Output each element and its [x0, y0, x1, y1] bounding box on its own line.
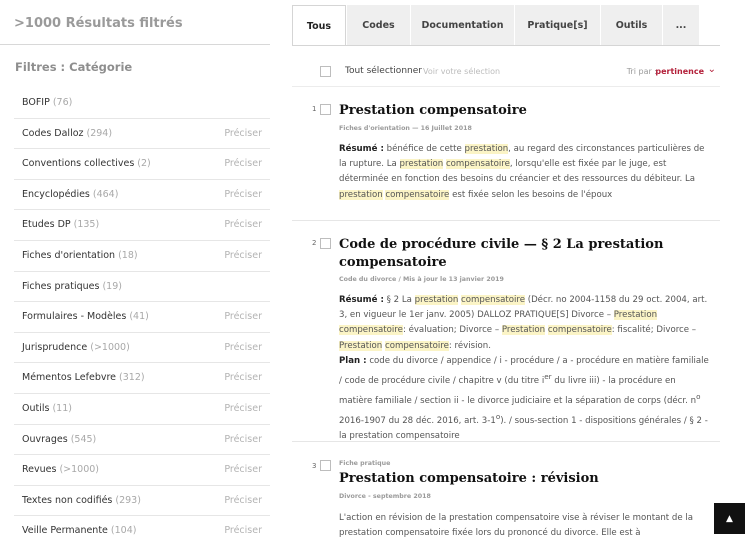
- filter-label[interactable]: Codes Dalloz (294): [22, 127, 113, 139]
- filter-label[interactable]: Veille Permanente (104): [22, 525, 137, 537]
- filter-count: (>1000): [90, 341, 130, 353]
- result-number: 2: [312, 239, 317, 247]
- filter-item[interactable]: [14, 180, 270, 211]
- search-result: [292, 234, 720, 442]
- preciser-link[interactable]: Préciser: [224, 525, 262, 537]
- filters-sidebar: [0, 0, 270, 543]
- result-type: Fiche pratique: [339, 460, 391, 467]
- search-result: [292, 100, 720, 212]
- result-title[interactable]: Prestation compensatoire: [339, 103, 527, 118]
- result-title[interactable]: Code de procédure civile — § 2 La prestation compensatoire: [339, 237, 664, 270]
- tab-documentation[interactable]: Documentation: [411, 5, 514, 46]
- selection-bar: [292, 62, 720, 82]
- filter-label[interactable]: Fiches pratiques (19): [22, 280, 122, 292]
- tab-codes[interactable]: Codes: [347, 5, 410, 46]
- filter-label[interactable]: Conventions collectives (2): [22, 158, 151, 170]
- filter-label[interactable]: Jurisprudence (>1000): [22, 341, 130, 353]
- divider: [292, 86, 720, 87]
- tab-outils[interactable]: Outils: [601, 5, 662, 46]
- scroll-to-top-button[interactable]: [714, 503, 745, 534]
- result-summary: Résumé : § 2 La prestation compensatoire (Décr. no 2004-1158 du 29 oct. 2004, art. 3, en vigueur le 1er janv. 2005) DALLOZ PRATIQUE[S] Divorce – Prestation compensatoire: évaluation; Divorce – Prestation compensatoire: fiscalité; Divorce – Prestation compensatoire: révision. Plan : code du divorce / appendice / i - procédure / a - procédure en matière familiale / code de procédure civile / chapitre v (du titre $i^{er}$ du livre iii) - la procédure en matière familiale / section ii - le divorce judiciaire et la séparation de corps (décr. $n^o$ 2016-1907 du 28 déc. 2016, art. 3-1$^o$). / sous-section 1 - dispositions générales / § 2 - la prestation compensatoire: [339, 295, 709, 442]
- filter-label[interactable]: Mémentos Lefebvre (312): [22, 372, 145, 384]
- tab-pratiques[interactable]: Pratique[s]: [515, 5, 600, 46]
- filter-item[interactable]: [14, 210, 270, 241]
- tab-more[interactable]: ...: [663, 5, 699, 46]
- filter-label[interactable]: Textes non codifiés (293): [22, 494, 141, 506]
- filter-count: (135): [73, 219, 100, 231]
- search-result: [292, 458, 720, 543]
- filter-item[interactable]: [14, 88, 270, 119]
- preciser-link[interactable]: Préciser: [224, 464, 262, 476]
- chevron-down-icon[interactable]: ⌄: [707, 64, 716, 75]
- select-all-checkbox[interactable]: [320, 66, 331, 77]
- arrow-up-icon: ▲: [726, 513, 733, 524]
- result-meta: Divorce - septembre 2018: [339, 493, 431, 500]
- filter-label[interactable]: Etudes DP (135): [22, 219, 100, 231]
- filter-item[interactable]: [14, 241, 270, 272]
- result-meta: Fiches d'orientation — 16 Juillet 2018: [339, 125, 472, 132]
- view-selection-link[interactable]: Voir votre sélection: [423, 67, 501, 76]
- filter-count: (293): [115, 494, 141, 506]
- result-summary: L'action en révision de la prestation compensatoire vise à réviser le montant de la prestation compensatoire fixée lors du prononcé du divorce. Elle est à: [339, 513, 694, 539]
- filter-item[interactable]: [14, 119, 270, 150]
- result-checkbox[interactable]: [320, 238, 331, 249]
- preciser-link[interactable]: Préciser: [224, 341, 262, 353]
- filter-item[interactable]: [14, 455, 270, 486]
- result-tabs: [292, 5, 720, 46]
- filter-count: (41): [129, 311, 149, 323]
- preciser-link[interactable]: Préciser: [224, 158, 262, 170]
- filter-label[interactable]: Outils (11): [22, 402, 72, 414]
- filter-label[interactable]: Formulaires - Modèles (41): [22, 311, 149, 323]
- preciser-link[interactable]: Préciser: [224, 372, 262, 384]
- filter-item[interactable]: [14, 394, 270, 425]
- filter-item[interactable]: [14, 516, 270, 543]
- filter-count: (464): [92, 188, 119, 200]
- result-number: 3: [312, 462, 317, 470]
- divider: [0, 44, 270, 45]
- sort-label: Tri par :: [626, 67, 657, 76]
- divider: [292, 220, 720, 221]
- result-summary: Résumé : bénéfice de cette prestation, au regard des circonstances particulières de la rupture. La prestation compensatoire, lorsqu'elle est fixée par le juge, est déterminée en fonction des besoins du créancier et des ressources du débiteur. La prestation compensatoire est fixée selon les besoins de l'époux: [339, 144, 705, 200]
- filter-count: (>1000): [59, 464, 100, 476]
- filter-count: (294): [86, 127, 113, 139]
- filter-count: (19): [102, 280, 122, 292]
- filters-title: Filtres : Catégorie: [15, 60, 133, 74]
- filter-label[interactable]: Fiches d'orientation (18): [22, 249, 138, 261]
- filter-item[interactable]: [14, 272, 270, 303]
- tab-tous[interactable]: Tous: [292, 5, 346, 46]
- filter-item[interactable]: [14, 363, 270, 394]
- filter-count: (11): [52, 402, 72, 414]
- preciser-link[interactable]: Préciser: [224, 433, 262, 445]
- filter-item[interactable]: [14, 425, 270, 456]
- result-number: 1: [312, 105, 317, 113]
- sort-select[interactable]: pertinence: [655, 67, 704, 76]
- filter-label[interactable]: BOFIP (76): [22, 97, 73, 108]
- filter-label[interactable]: Encyclopédies (464): [22, 188, 119, 200]
- filter-count: (76): [52, 97, 73, 108]
- filter-count: (545): [70, 433, 97, 445]
- filter-label[interactable]: Ouvrages (545): [22, 433, 97, 445]
- divider: [292, 45, 720, 46]
- category-filter-list: [14, 88, 270, 543]
- divider: [292, 441, 720, 442]
- preciser-link[interactable]: Préciser: [224, 127, 262, 139]
- filter-item[interactable]: [14, 333, 270, 364]
- preciser-link[interactable]: Préciser: [224, 494, 262, 506]
- filter-label[interactable]: Revues (>1000): [22, 464, 100, 476]
- filter-count: (104): [110, 525, 137, 537]
- result-meta: Code du divorce / Mis à jour le 13 janvier 2019: [339, 276, 504, 283]
- filter-count: (18): [118, 249, 138, 261]
- preciser-link[interactable]: Préciser: [224, 188, 262, 200]
- result-title[interactable]: Prestation compensatoire : révision: [339, 471, 599, 486]
- select-all-label[interactable]: Tout sélectionner: [345, 66, 422, 76]
- filter-item[interactable]: [14, 486, 270, 517]
- preciser-link[interactable]: Préciser: [224, 249, 262, 261]
- result-checkbox[interactable]: [320, 104, 331, 115]
- result-checkbox[interactable]: [320, 460, 331, 471]
- filter-item[interactable]: [14, 149, 270, 180]
- filter-count: (2): [137, 158, 151, 170]
- filter-count: (312): [119, 372, 145, 384]
- filter-item[interactable]: [14, 302, 270, 333]
- preciser-link[interactable]: Préciser: [224, 311, 262, 323]
- results-count: >1000 Résultats filtrés: [14, 16, 183, 31]
- preciser-link[interactable]: Préciser: [224, 402, 262, 414]
- preciser-link[interactable]: Préciser: [224, 219, 262, 231]
